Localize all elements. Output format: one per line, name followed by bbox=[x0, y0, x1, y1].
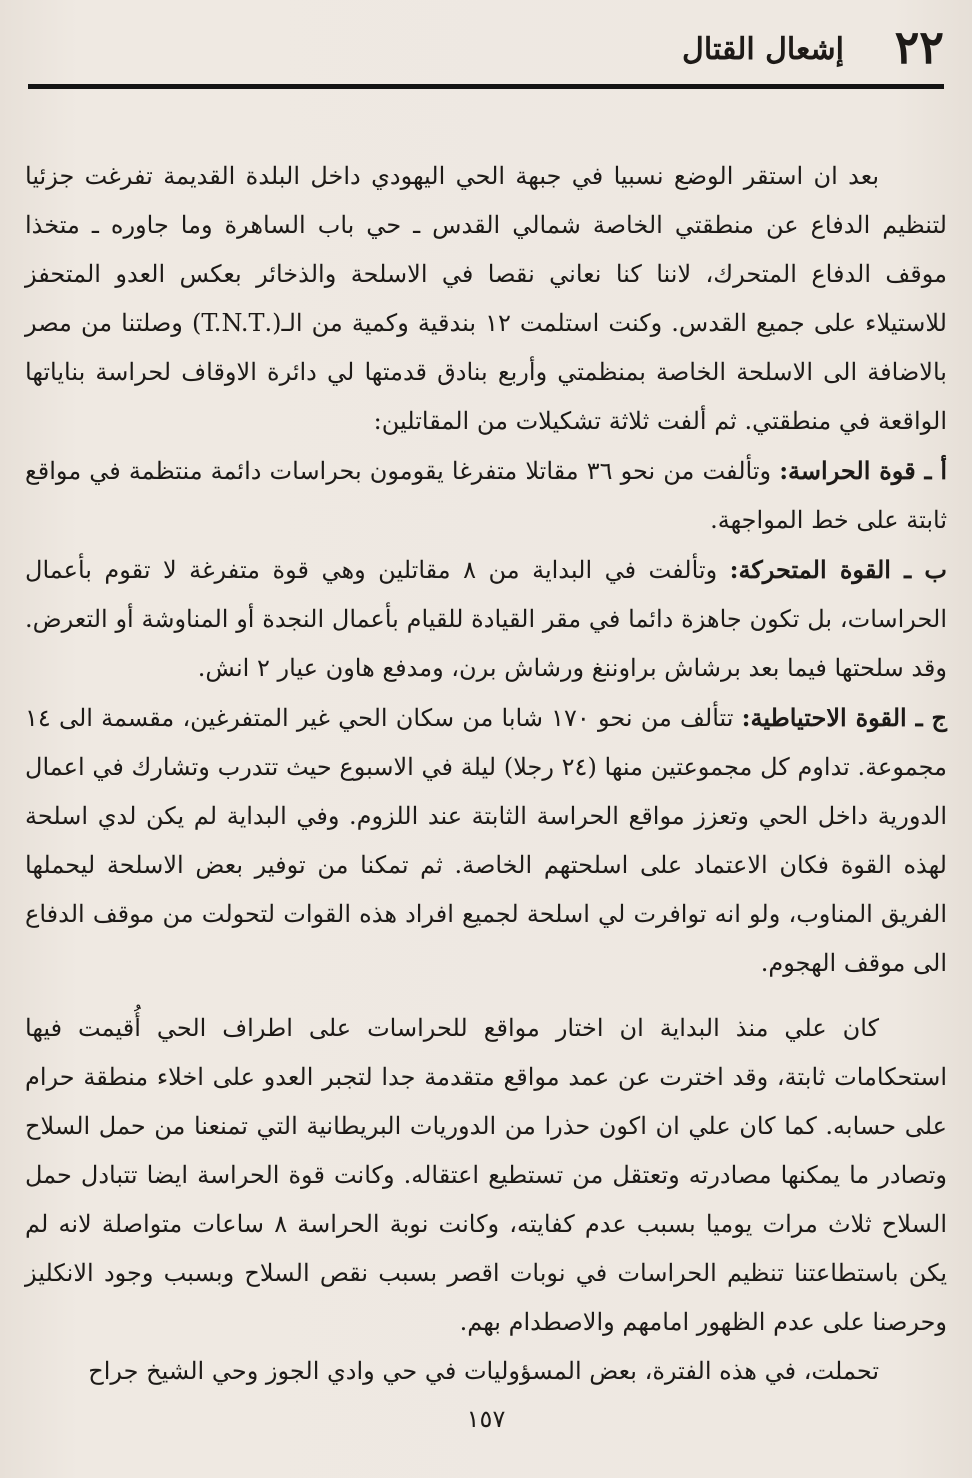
list-item-text: وتألفت من نحو ٣٦ مقاتلا متفرغا يقومون بحراسات دائمة منتظمة في مواقع ثابتة على خط المواجهة. bbox=[25, 457, 947, 534]
list-item-label: ب ـ القوة المتحركة: bbox=[729, 555, 947, 584]
list-item-text: تتألف من نحو ١٧٠ شابا من سكان الحي غير المتفرغين، مقسمة الى ١٤ مجموعة. تداوم كل مجموعتين منها (٢٤ رجلا) ليلة في الاسبوع حيث تتدرب وتشارك في اعمال الدورية داخل الحي وتعزز مواقع الحراسة الثابتة عند اللزوم. وفي البداية لم يكن لدي اسلحة لهذه القوة فكان الاعتماد على اسلحتهم الخاصة. ثم تمكنا من توفير بعض الاسلحة ليحملها الفريق المناوب، ولو انه توافرت لي اسلحة لجميع افراد هذه القوات لتحولت من موقف الدفاع الى موقف الهجوم. bbox=[25, 704, 947, 977]
list-item-text: وتألفت في البداية من ٨ مقاتلين وهي قوة متفرغة لا تقوم بأعمال الحراسات، بل تكون جاهزة دائما في مقر القيادة للقيام بأعمال النجدة أو المناوشة أو التعرض. وقد سلحتها فيما بعد برشاش براوننغ ورشاش برن، ومدفع هاون عيار ٢ انش. bbox=[25, 556, 947, 682]
list-item-label: ج ـ القوة الاحتياطية: bbox=[741, 703, 948, 732]
list-item-reserve-force bbox=[25, 693, 947, 988]
paragraph-1: بعد ان استقر الوضع نسبيا في جبهة الحي اليهودي داخل البلدة القديمة تفرغت جزئيا لتنظيم الدفاع عن منطقتي الخاصة شمالي القدس ـ حي باب الساهرة وما جاوره ـ متخذا موقف الدفاع المتحرك، لاننا كنا نعاني نقصا في الاسلحة والذخائر بعكس العدو المتحفز للاستيلاء على جميع القدس. وكنت استلمت ١٢ بندقية وكمية من الـ(.T.N.T) وصلتنا من مصر بالاضافة الى الاسلحة الخاصة بمنظمتي وأربع بنادق قدمتها لي دائرة الاوقاف لحراسة بناياتها الواقعة في منطقتي. ثم ألفت ثلاثة تشكيلات من المقاتلين: bbox=[25, 162, 947, 435]
chapter-title: إشعال القتال bbox=[682, 32, 844, 67]
header-rule bbox=[28, 84, 944, 89]
running-header bbox=[28, 18, 944, 80]
chapter-number: ٢٢ bbox=[894, 20, 944, 74]
page-body bbox=[25, 152, 947, 1396]
list-item-label: أ ـ قوة الحراسة: bbox=[779, 456, 947, 485]
list-item-mobile-force bbox=[25, 545, 947, 693]
list-item-guard-force bbox=[25, 446, 947, 545]
paragraph-2: كان علي منذ البداية ان اختار مواقع للحراسات على اطراف الحي أُقيمت فيها استحكامات ثابتة، وقد اخترت عن عمد مواقع متقدمة جدا لتجبر العدو على اخلاء منطقة حرام على حسابه. كما كان علي ان اكون حذرا من الدوريات البريطانية التي تمنعنا من حمل السلاح وتصادر ما يمكنها مصادرته وتعتقل من تستطيع اعتقاله. وكانت قوة الحراسة ايضا تتبادل حمل السلاح ثلاث مرات يوميا بسبب عدم كفايته، وكانت نوبة الحراسة ٨ ساعات متواصلة لانه لم يكن باستطاعتنا تنظيم الحراسات في نوبات اقصر بسبب نقص السلاح وبسبب وجود الانكليز وحرصنا على عدم الظهور امامهم والاصطدام بهم. bbox=[25, 1014, 947, 1336]
paragraph-3: تحملت، في هذه الفترة، بعض المسؤوليات في حي وادي الجوز وحي الشيخ جراح bbox=[88, 1357, 879, 1385]
page-number: ١٥٧ bbox=[466, 1405, 506, 1433]
